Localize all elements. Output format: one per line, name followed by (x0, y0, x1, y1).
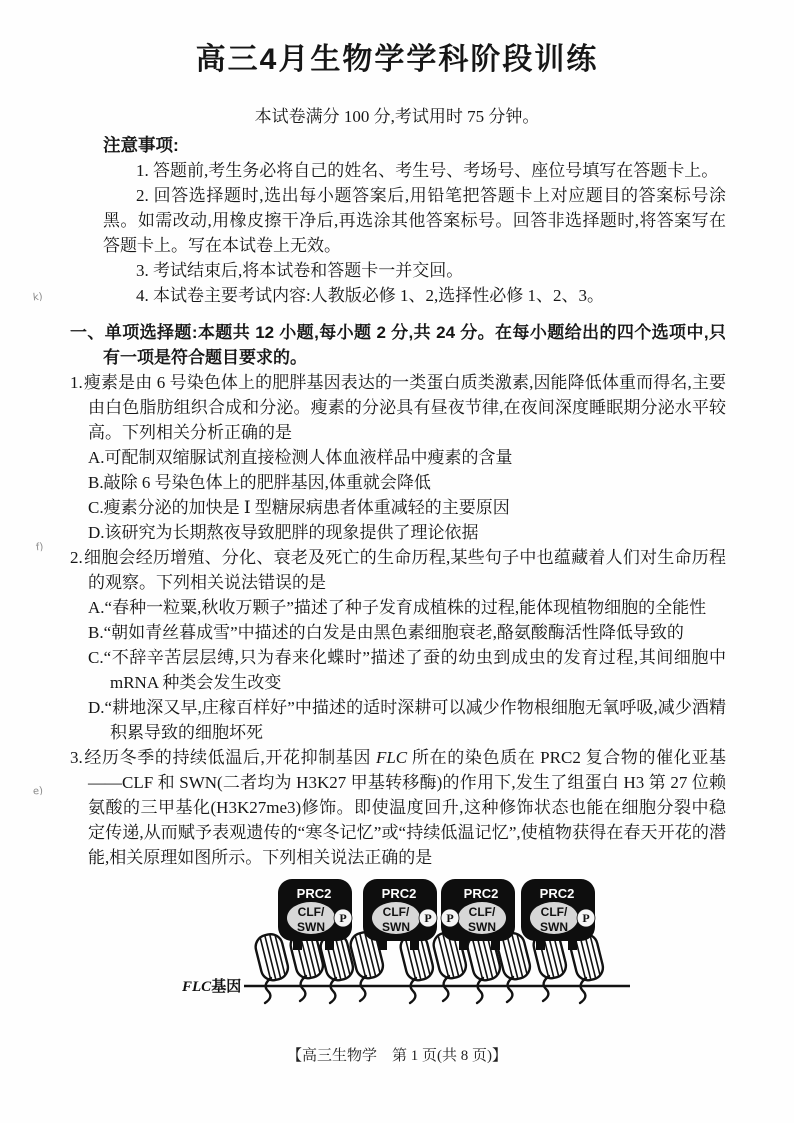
option-d: D.该研究为长期熬夜导致肥胖的现象提供了理论依据 (88, 523, 479, 542)
clf-swn-subunit-label: SWN (297, 920, 325, 934)
notice-item: 2. 回答选择题时,选出每小题答案后,用铅笔把答题卡上对应题目的答案标号涂黑。如需改动,用橡皮擦干净后,再选涂其他答案标号。回答非选择题时,将答案写在答题卡上。写在本试卷上无效。 (103, 186, 726, 255)
page-title: 高三4月生物学学科阶段训练 (195, 43, 599, 76)
question-stem-text: 所在的染色质在 PRC2 复合物的催化亚基——CLF 和 SWN(二者均为 H3K27 甲基转移酶)的作用下,发生了组蛋白 H3 第 27 位赖氨酸的三甲基化(H3K27me3)修饰。即使温度回升,这种修饰状态也能在细胞分裂中稳定传递,从而赋予表观遗传的“寒冬记忆”或“持续低温记忆”,使植物获得在春天开花的潜能,相关原理如图所示。下列相关说法正确的是 (88, 748, 726, 867)
question-stem-text: 瘦素是由 6 号染色体上的肥胖基因表达的一类蛋白质类激素,因能降低体重而得名,主要由白色脂肪组织合成和分泌。瘦素的分泌具有昼夜节律,在夜间深度睡眠期分泌水平较高。下列相关分析正确的是 (83, 373, 726, 442)
p-mark-label: P (339, 911, 347, 925)
flc-methylation-figure (180, 876, 632, 1026)
gene-label-latin: FLC (182, 979, 212, 995)
p-mark-label: P (424, 911, 432, 925)
option-c: C.瘦素分泌的加快是 Ⅰ 型糖尿病患者体重减轻的主要原因 (88, 498, 510, 517)
question-section (70, 320, 726, 1033)
option-a: A.“春种一粒粟,秋收万颗子”描述了种子发育成植株的过程,能体现植物细胞的全能性 (88, 598, 707, 617)
notice-section (103, 133, 726, 308)
gene-label (181, 977, 241, 995)
clf-swn-subunit-label: CLF/ (540, 905, 568, 919)
scan-artifact-mark: k) (32, 291, 44, 304)
figure-container (180, 876, 726, 1033)
prc2-label: PRC2 (381, 886, 417, 901)
notice-item: 1. 答题前,考生务必将自己的姓名、考生号、考场号、座位号填写在答题卡上。 (136, 161, 719, 180)
question-3 (70, 745, 726, 1033)
clf-swn-subunit-label: CLF/ (382, 905, 410, 919)
option-b: B.敲除 6 号染色体上的肥胖基因,体重就会降低 (88, 473, 431, 492)
prc2-complex (521, 879, 595, 950)
option-b: B.“朝如青丝暮成雪”中描述的白发是由黑色素细胞衰老,酪氨酸酶活性降低导致的 (88, 623, 684, 642)
question-stem (70, 370, 726, 445)
prc2-label: PRC2 (539, 886, 575, 901)
p-mark-label: P (582, 911, 590, 925)
option-a: A.可配制双缩脲试剂直接检测人体血液样品中瘦素的含量 (88, 448, 513, 467)
prc2-complex (278, 879, 352, 950)
question-number: 2. (70, 548, 83, 567)
nucleosome (253, 932, 290, 1003)
scan-artifact-mark: f) (35, 541, 44, 554)
prc2-label: PRC2 (296, 886, 332, 901)
clf-swn-subunit-label: SWN (382, 920, 410, 934)
gene-name-flc: FLC (375, 748, 408, 767)
exam-subtitle: 本试卷满分 100 分,考试用时 75 分钟。 (254, 107, 540, 126)
prc2-complex (363, 879, 437, 950)
question-number: 3. (70, 748, 83, 767)
gene-label-cn: 基因 (211, 979, 242, 995)
option-d: D.“耕地深又早,庄稼百样好”中描述的适时深耕可以减少作物根细胞无氧呼吸,减少酒精积累导致的细胞坏死 (88, 698, 726, 742)
notice-heading: 注意事项: (103, 135, 179, 155)
question-2 (70, 545, 726, 745)
section-heading: 一、单项选择题:本题共 12 小题,每小题 2 分,共 24 分。在每小题给出的四个选项中,只有一项是符合题目要求的。 (70, 323, 726, 367)
clf-swn-subunit-label: CLF/ (468, 905, 496, 919)
question-number: 1. (70, 373, 83, 392)
clf-swn-subunit-label: CLF/ (297, 905, 325, 919)
p-mark-label: P (446, 911, 454, 925)
question-stem (70, 745, 726, 870)
question-stem (70, 545, 726, 595)
clf-swn-subunit-label: SWN (468, 920, 496, 934)
clf-swn-subunit-label: SWN (540, 920, 568, 934)
notice-item: 3. 考试结束后,将本试卷和答题卡一并交回。 (136, 261, 464, 280)
page-footer: 【高三生物学 第 1 页(共 8 页)】 (287, 1048, 507, 1064)
prc2-complex (441, 879, 515, 950)
scan-artifact-mark: e) (32, 785, 44, 798)
prc2-label: PRC2 (463, 886, 499, 901)
option-c: C.“不辞辛苦层层缚,只为春来化蝶时”描述了蚕的幼虫到成虫的发育过程,其间细胞中 mRNA 种类会发生改变 (88, 648, 726, 692)
question-stem-text: 细胞会经历增殖、分化、衰老及死亡的生命历程,某些句子中也蕴藏着人们对生命历程的观察。下列相关说法错误的是 (83, 548, 726, 592)
notice-item: 4. 本试卷主要考试内容:人教版必修 1、2,选择性必修 1、2、3。 (136, 286, 604, 305)
question-stem-text: 经历冬季的持续低温后,开花抑制基因 (83, 748, 376, 767)
question-1 (70, 370, 726, 545)
